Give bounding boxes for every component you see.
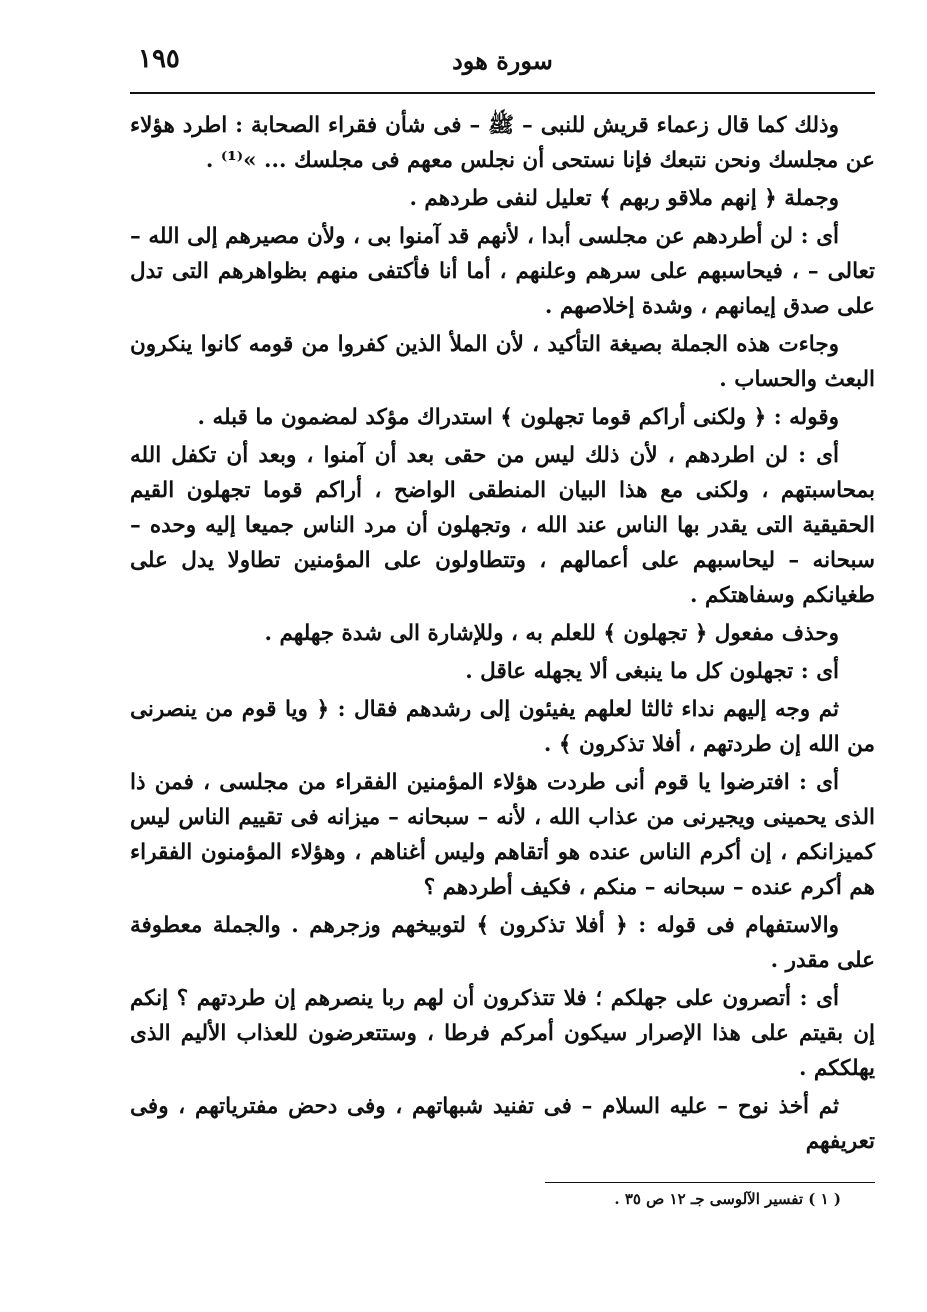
paragraph: أى : افترضوا يا قوم أنى طردت هؤلاء المؤمنين الفقراء من مجلسى ، فمن ذا الذى يحمينى ويجيرنى من عذاب الله ، لأنه – سبحانه – ميزانه فى تقييم الناس ليس كميزانكم ، إن أكرم الناس عنده هو أتقاهم وليس أغناهم ، وهؤلاء المؤمنون الفقراء هم أكرم عنده – سبحانه – منكم ، فكيف أطردهم ؟: [130, 770, 875, 900]
paragraph: وحذف مفعول ﴿ تجهلون ﴾ للعلم به ، وللإشارة الى شدة جهلهم .: [264, 621, 839, 646]
surah-title: سورة هود: [452, 46, 553, 75]
paragraph: ثم وجه إليهم نداء ثالثا لعلهم يفيئون إلى رشدهم فقال : ﴿ ويا قوم من ينصرنى من الله إن طردتهم ، أفلا تذكرون ﴾ .: [130, 697, 875, 757]
paragraph: أى : تجهلون كل ما ينبغى ألا يجهله عاقل .: [465, 659, 839, 684]
paragraph: أى : لن اطردهم ، لأن ذلك ليس من حقى بعد أن آمنوا ، وبعد أن تكفل الله بمحاسبتهم ، ولكنى مع هذا البيان المنطقى الواضح ، أراكم قوما تجهلون القيم الحقيقية التى يقدر بها الناس عند الله ، وتجهلون أن مرد الناس جميعا إليه وحده – سبحانه – ليحاسبهم على أعمالهم ، وتتطاولون على المؤمنين تطاولا يدل على طغيانكم وسفاهتكم .: [130, 443, 875, 608]
footnote: ( ١ ) تفسير الآلوسى جـ ١٢ ص ٣٥ .: [614, 1190, 841, 1208]
page-number: ١٩٥: [138, 44, 180, 74]
footnote-divider: [545, 1182, 875, 1183]
paragraph: ثم أخذ نوح – عليه السلام – فى تفنيد شبهاتهم ، وفى دحض مفترياتهم ، وفى تعريفهم: [130, 1094, 875, 1154]
paragraph: وجملة ﴿ إنهم ملاقو ربهم ﴾ تعليل لنفى طردهم .: [409, 186, 839, 211]
page-header: [130, 40, 875, 94]
paragraph: وجاءت هذه الجملة بصيغة التأكيد ، لأن الملأ الذين كفروا من قومه كانوا ينكرون البعث والحساب .: [130, 332, 875, 392]
paragraph: وذلك كما قال زعماء قريش للنبى – ﷺ – فى شأن فقراء الصحابة : اطرد هؤلاء عن مجلسك ونحن نتبعك فإنا نستحى أن نجلس معهم فى مجلسك ... »⁽¹⁾ .: [130, 113, 875, 173]
paragraph: وقوله : ﴿ ولكنى أراكم قوما تجهلون ﴾ استدراك مؤكد لمضمون ما قبله .: [197, 405, 839, 430]
paragraph: والاستفهام فى قوله : ﴿ أفلا تذكرون ﴾ لتوبيخهم وزجرهم . والجملة معطوفة على مقدر .: [130, 913, 875, 973]
body-text: [130, 108, 875, 1162]
paragraph: أى : أتصرون على جهلكم ؛ فلا تتذكرون أن لهم ربا ينصرهم إن طردتهم ؟ إنكم إن بقيتم على هذا الإصرار سيكون أمركم فرطا ، وستتعرضون للعذاب الأليم الذى يهلككم .: [130, 986, 875, 1081]
paragraph: أى : لن أطردهم عن مجلسى أبدا ، لأنهم قد آمنوا بى ، ولأن مصيرهم إلى الله – تعالى – ، فيحاسبهم على سرهم وعلنهم ، أما أنا فأكتفى منهم بظواهرهم التى تدل على صدق إيمانهم ، وشدة إخلاصهم .: [130, 224, 875, 319]
